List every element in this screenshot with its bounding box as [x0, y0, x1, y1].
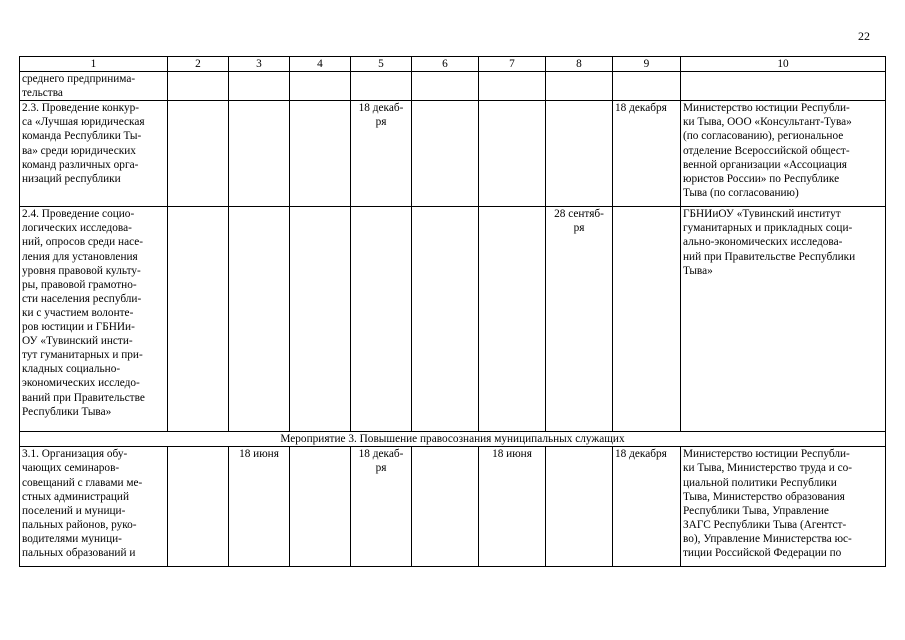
date-cell [412, 207, 479, 432]
date-cell [613, 72, 681, 101]
date-cell [168, 72, 229, 101]
table-row [20, 72, 886, 101]
date-cell [479, 101, 546, 207]
section-title: Мероприятие 3. Повышение правосознания муниципальных служащих [20, 432, 886, 447]
date-cell [168, 101, 229, 207]
column-header: 1 [20, 57, 168, 72]
date-cell: 18 декабря [613, 101, 681, 207]
header-row [20, 57, 886, 72]
date-cell [229, 101, 290, 207]
column-header: 3 [229, 57, 290, 72]
column-header: 9 [613, 57, 681, 72]
date-cell [290, 72, 351, 101]
date-cell: 18 декаб- ря [351, 447, 412, 567]
responsible-cell: Министерство юстиции Республи- ки Тыва, Министерство труда и со- циальной политики Республики Тыва, Министерство образования Республики Тыва, Управление ЗАГС Республики Тыва (Агентст- во), Управление Министерства юс- тиции Российской Федерации по [681, 447, 886, 567]
date-cell: 18 июня [479, 447, 546, 567]
responsible-cell [681, 72, 886, 101]
table-row [20, 101, 886, 207]
column-header: 8 [546, 57, 613, 72]
column-header: 4 [290, 57, 351, 72]
date-cell [168, 207, 229, 432]
date-cell [229, 207, 290, 432]
date-cell [290, 207, 351, 432]
date-cell [479, 72, 546, 101]
column-header: 6 [412, 57, 479, 72]
activity-cell: 2.3. Проведение конкур- са «Лучшая юридическая команда Республики Ты- ва» среди юридических команд различных орга- низаций республики [20, 101, 168, 207]
date-cell [546, 101, 613, 207]
date-cell: 28 сентяб- ря [546, 207, 613, 432]
date-cell: 18 июня [229, 447, 290, 567]
date-cell [351, 72, 412, 101]
date-cell [546, 447, 613, 567]
responsible-cell: ГБНИиОУ «Тувинский институт гуманитарных и прикладных соци- ально-экономических исследова- ний при Правительстве Республики Тыва» [681, 207, 886, 432]
column-header: 10 [681, 57, 886, 72]
table-row [20, 447, 886, 567]
page-number: 22 [858, 29, 870, 43]
date-cell [546, 72, 613, 101]
activity-cell: среднего предпринима- тельства [20, 72, 168, 101]
date-cell [168, 447, 229, 567]
section-row [20, 432, 886, 447]
schedule-table [19, 56, 886, 567]
date-cell [290, 101, 351, 207]
table-row [20, 207, 886, 432]
activity-cell: 3.1. Организация обу- чающих семинаров- совещаний с главами ме- стных администраций поселений и муници- пальных районов, руко- водителями муници- пальных образований и [20, 447, 168, 567]
date-cell [412, 447, 479, 567]
date-cell [613, 207, 681, 432]
column-header: 2 [168, 57, 229, 72]
activity-cell: 2.4. Проведение социо- логических исследова- ний, опросов среди насе- ления для установления уровня правовой культу- ры, правовой грамотно- сти населения республи- ки с участием волонте- ров юстиции и ГБНИи- ОУ «Тувинский инсти- тут гуманитарных и при- кладных социально- экономических исследо- ваний при Правительстве Республики Тыва» [20, 207, 168, 432]
date-cell [412, 101, 479, 207]
column-header: 7 [479, 57, 546, 72]
date-cell [229, 72, 290, 101]
responsible-cell: Министерство юстиции Республи- ки Тыва, ООО «Консультант-Тува» (по согласованию), региональное отделение Всероссийской общест- венной организации «Ассоциация юристов России» по Республике Тыва (по согласованию) [681, 101, 886, 207]
column-header: 5 [351, 57, 412, 72]
date-cell: 18 декабря [613, 447, 681, 567]
date-cell [412, 72, 479, 101]
date-cell [290, 447, 351, 567]
date-cell [479, 207, 546, 432]
date-cell [351, 207, 412, 432]
date-cell: 18 декаб- ря [351, 101, 412, 207]
